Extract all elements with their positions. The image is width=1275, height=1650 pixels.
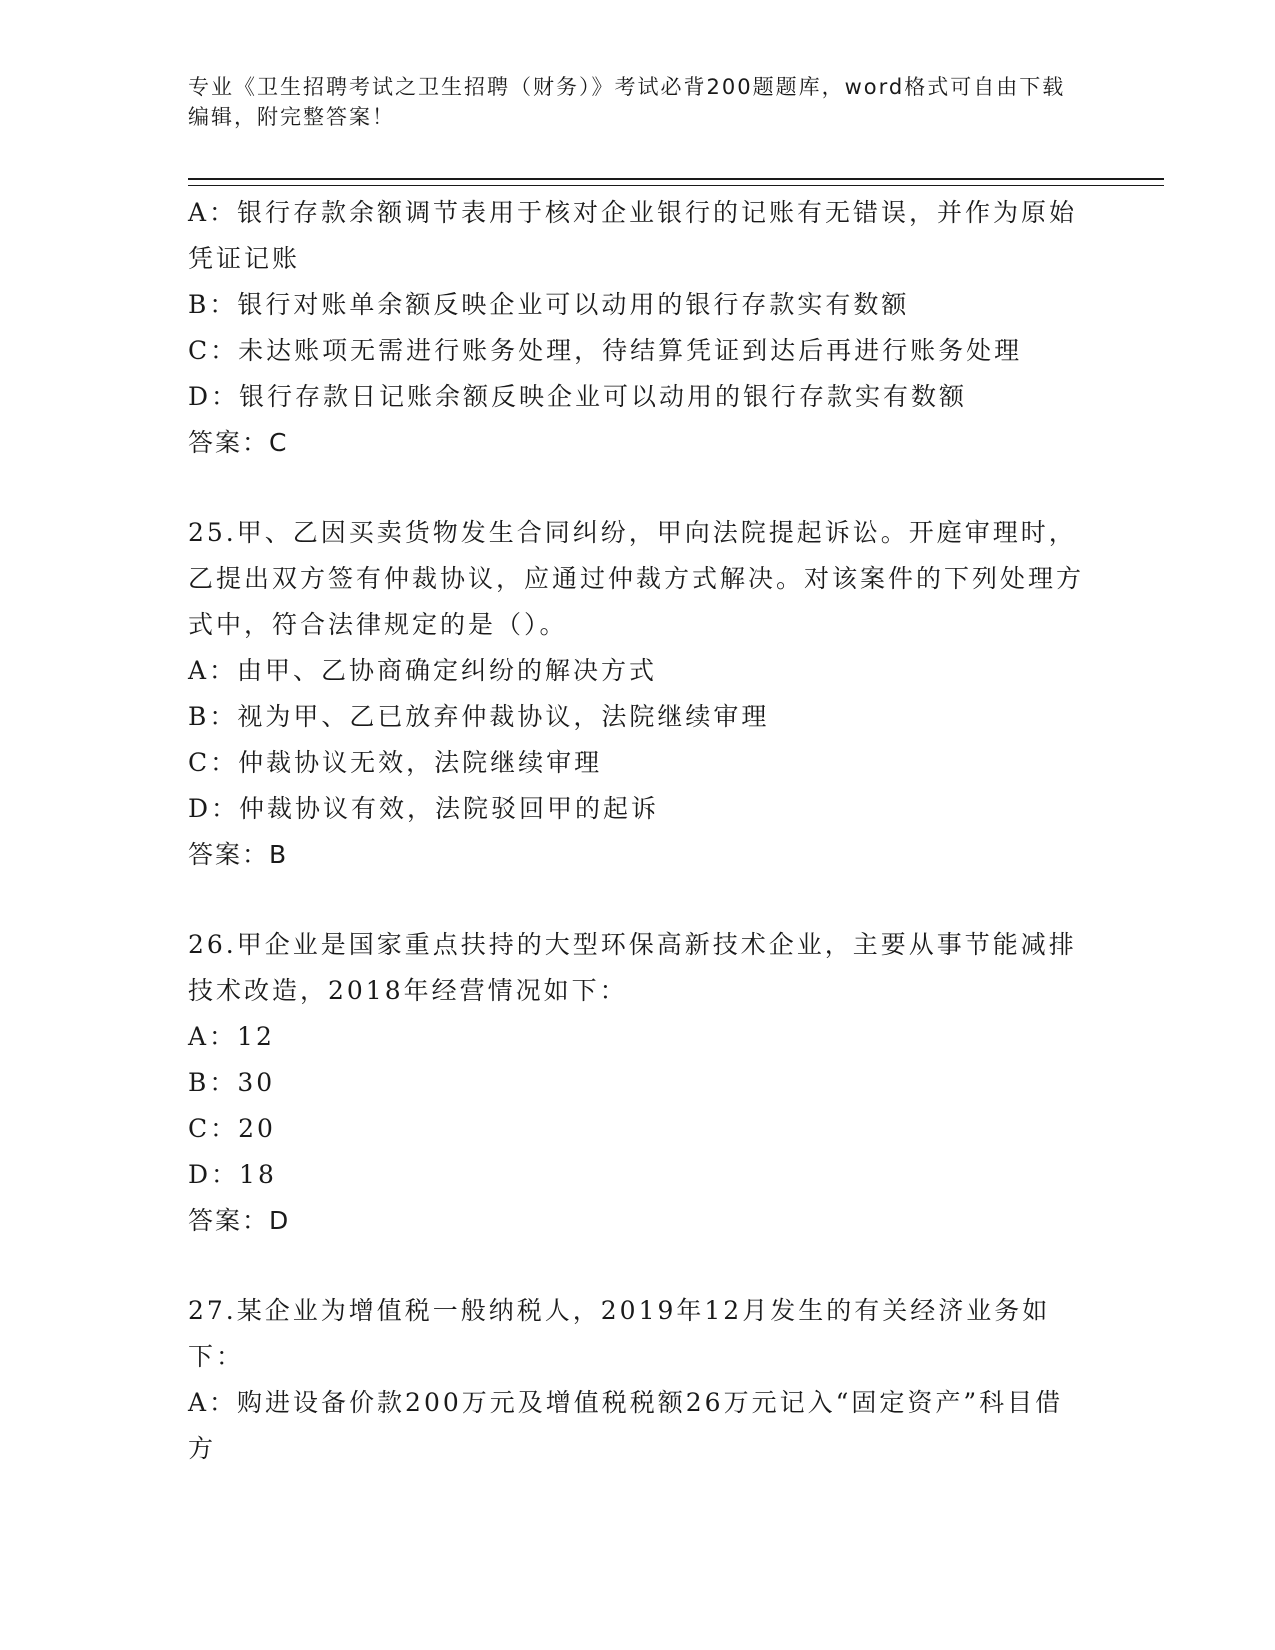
header-divider-thin [188,185,1164,186]
option-a: A：购进设备价款200万元及增值税税额26万元记入“固定资产”科目借方 [188,1388,1064,1463]
option-d: D：仲裁协议有效，法院驳回甲的起诉 [188,794,660,823]
document-header: 专业《卫生招聘考试之卫生招聘（财务）》考试必背200题题库，word格式可自由下载编辑，附完整答案！ [188,75,1066,129]
question-stem: 26.甲企业是国家重点扶持的大型环保高新技术企业，主要从事节能减排技术改造，2018年经营情况如下： [188,930,1077,1005]
option-a: A：12 [188,1022,275,1051]
option-d: D：18 [188,1160,277,1189]
question-list [188,190,1088,1472]
option-a: A：银行存款余额调节表用于核对企业银行的记账有无错误，并作为原始凭证记账 [188,198,1078,273]
option-a: A：由甲、乙协商确定纠纷的解决方式 [188,656,658,685]
answer-line: 答案：C [188,428,289,457]
question-stem: 25.甲、乙因买卖货物发生合同纠纷，甲向法院提起诉讼。开庭审理时，乙提出双方签有仲裁协议，应通过仲裁方式解决。对该案件的下列处理方式中，符合法律规定的是（）。 [188,518,1085,639]
question-stem: 27.某企业为增值税一般纳税人，2019年12月发生的有关经济业务如下： [188,1296,1051,1371]
answer-line: 答案：D [188,1206,291,1235]
answer-line: 答案：B [188,840,289,869]
option-c: C：仲裁协议无效，法院继续审理 [188,748,603,777]
option-c: C：未达账项无需进行账务处理，待结算凭证到达后再进行账务处理 [188,336,1023,365]
option-c: C：20 [188,1114,276,1143]
option-b: B：银行对账单余额反映企业可以动用的银行存款实有数额 [188,290,910,319]
option-d: D：银行存款日记账余额反映企业可以动用的银行存款实有数额 [188,382,968,411]
header-divider-thick [188,178,1164,180]
question-block-27 [188,1288,1088,1472]
question-block-26 [188,922,1088,1244]
question-block-24 [188,190,1088,466]
question-block-25 [188,510,1088,878]
option-b: B：视为甲、乙已放弃仲裁协议，法院继续审理 [188,702,770,731]
option-b: B：30 [188,1068,276,1097]
